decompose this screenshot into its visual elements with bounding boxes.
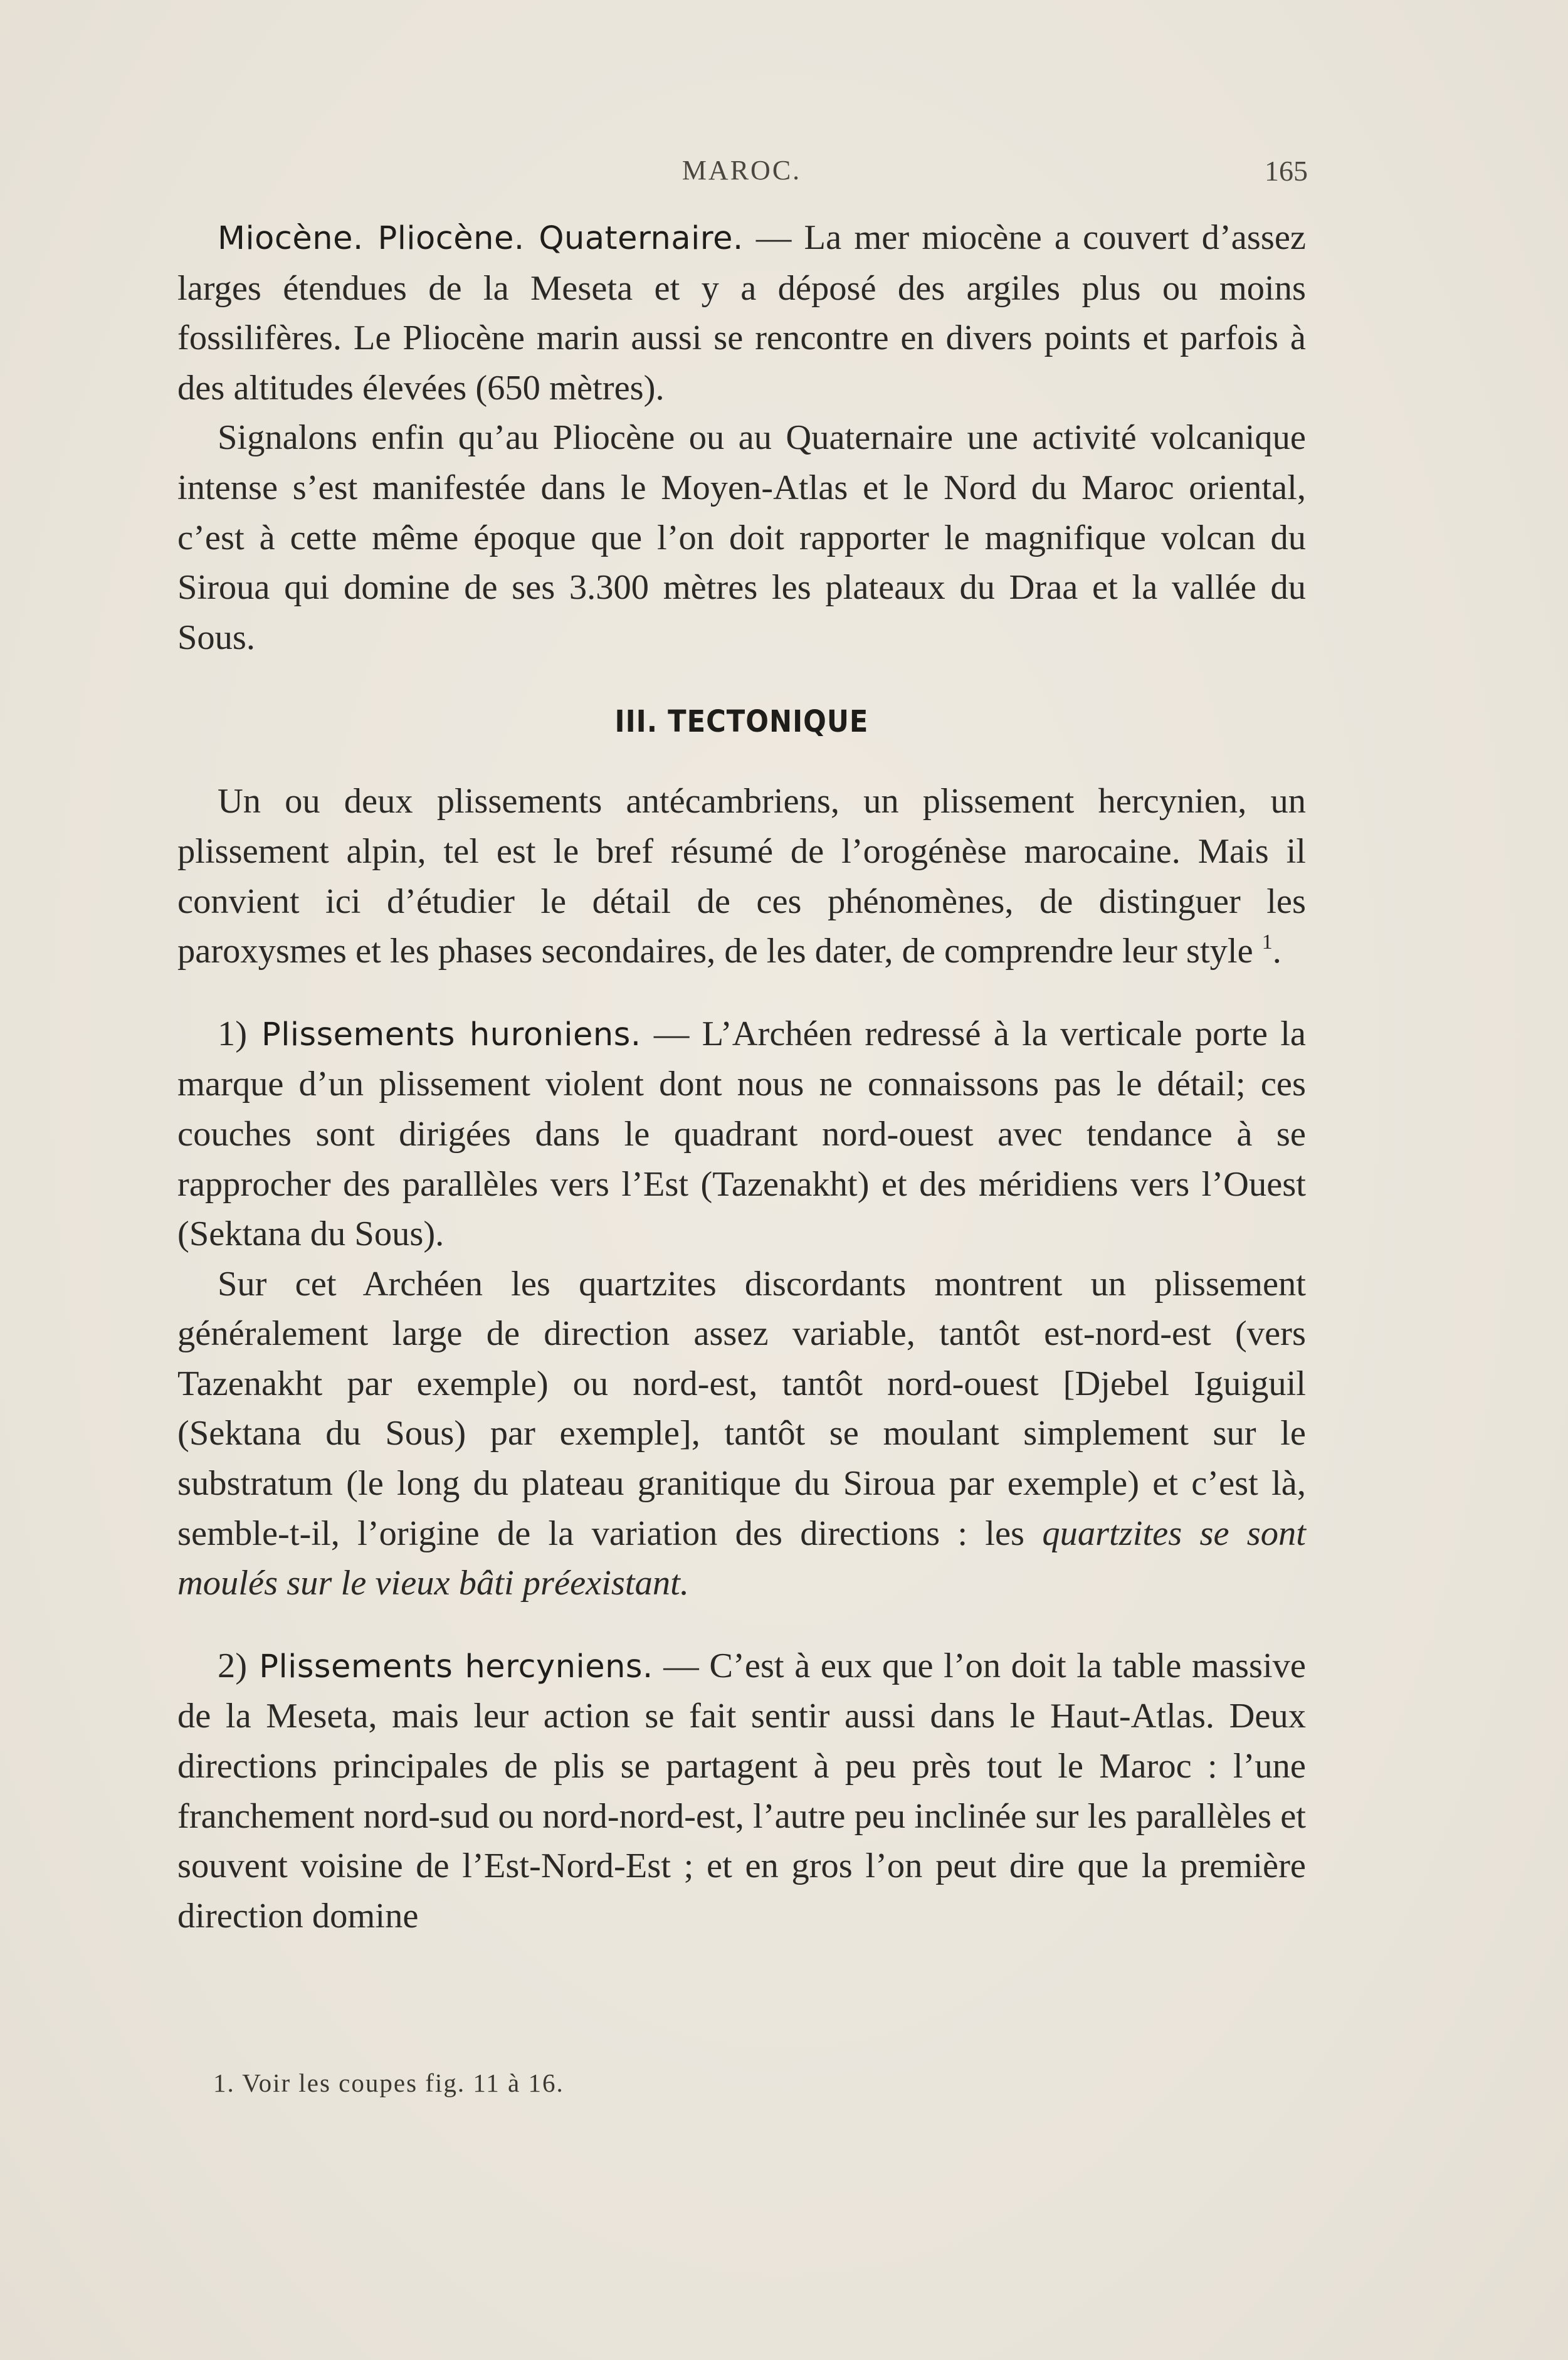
running-header [177,154,1306,192]
page-number: 165 [1265,155,1308,187]
paragraph-lead-miocene: Miocène. Pliocène. Quaternaire. [218,220,744,257]
italic-phrase-quartzites: quartzites se sont moulés sur le vieux bâti préexistant. [177,1514,1306,1603]
subsection-number-huroniens: 1) [218,1014,248,1053]
paragraph-hercyniens [177,1641,1306,1942]
paragraph-tectonique-intro [177,777,1306,976]
footnote: 1. Voir les coupes fig. 11 à 16. [213,2068,564,2097]
paragraph-text-volcanic: Signalons enfin qu’au Pliocène ou au Quaternaire une activité volcanique intense s’est manifestée dans le Moyen-Atlas et le Nord du Maroc oriental, c’est à cette même époque que l’on doit rapporter le magnifique volcan du Siroua qui domine de ses 3.300 mètres les plateaux du Draa et la vallée du Sous. [177,418,1306,657]
subsection-heading-huroniens: Plissements huroniens. [247,1016,641,1053]
paragraph-text-quartzites: Sur cet Archéen les quartzites discordants montrent un plissement généralement large de direction assez variable, tantôt est-nord-est (vers Tazenakht par exemple) ou nord-est, tantôt nord-ouest [Djebel Iguiguil (Sektana du Sous) par exemple], tantôt se moulant simplement sur le substratum (le long du plateau granitique du Siroua par exemple) et c’est là, semble-t-il, l’origine de la variation des directions : les [177,1264,1306,1553]
paragraph-quartzites [177,1260,1306,1609]
paragraph-text-tectonique-intro: Un ou deux plissements antécambriens, un plissement hercynien, un plissement alpin, tel est le bref résumé de l’orogénèse marocaine. Mais il convient ici d’étudier le détail de ces phénomènes, de distinguer les paroxysmes et les phases secondaires, de les dater, de comprendre leur style [177,782,1306,971]
paragraph-text-hercyniens: — C’est à eux que l’on doit la table massive de la Meseta, mais leur action se fait sentir aussi dans le Haut-Atlas. Deux directions principales de plis se partagent à peu près tout le Maroc : l’une franchement nord-sud ou nord-nord-est, l’autre peu inclinée sur les parallèles et souvent voisine de l’Est-Nord-Est ; et en gros l’on peut dire que la première direction domine [177,1646,1306,1936]
paragraph-volcanic [177,413,1306,663]
paragraph-miocene [177,213,1306,413]
body-text [177,213,1306,1941]
footnote-reference: 1 [1261,930,1273,954]
paragraph-end-tectonique-intro: . [1272,932,1281,971]
running-title: MAROC. [681,155,802,186]
section-title: III. TECTONIQUE [614,704,869,740]
paragraph-text-miocene: — La mer miocène a couvert d’assez larges étendues de la Meseta et y a déposé des argiles plus ou moins fossilifères. Le Pliocène marin aussi se rencontre en divers points et parfois à des altitudes élevées (650 mètres). [177,218,1306,408]
paragraph-text-huroniens: — L’Archéen redressé à la verticale porte la marque d’un plissement violent dont nous ne connaissons pas le détail; ces couches sont dirigées dans le quadrant nord-ouest avec tendance à se rapprocher des parallèles vers l’Est (Tazenakht) et des méridiens vers l’Ouest (Sektana du Sous). [177,1014,1307,1254]
paragraph-huroniens [177,1009,1306,1260]
subsection-heading-hercyniens: Plissements hercyniens. [247,1648,653,1685]
subsection-number-hercyniens: 2) [218,1646,248,1685]
